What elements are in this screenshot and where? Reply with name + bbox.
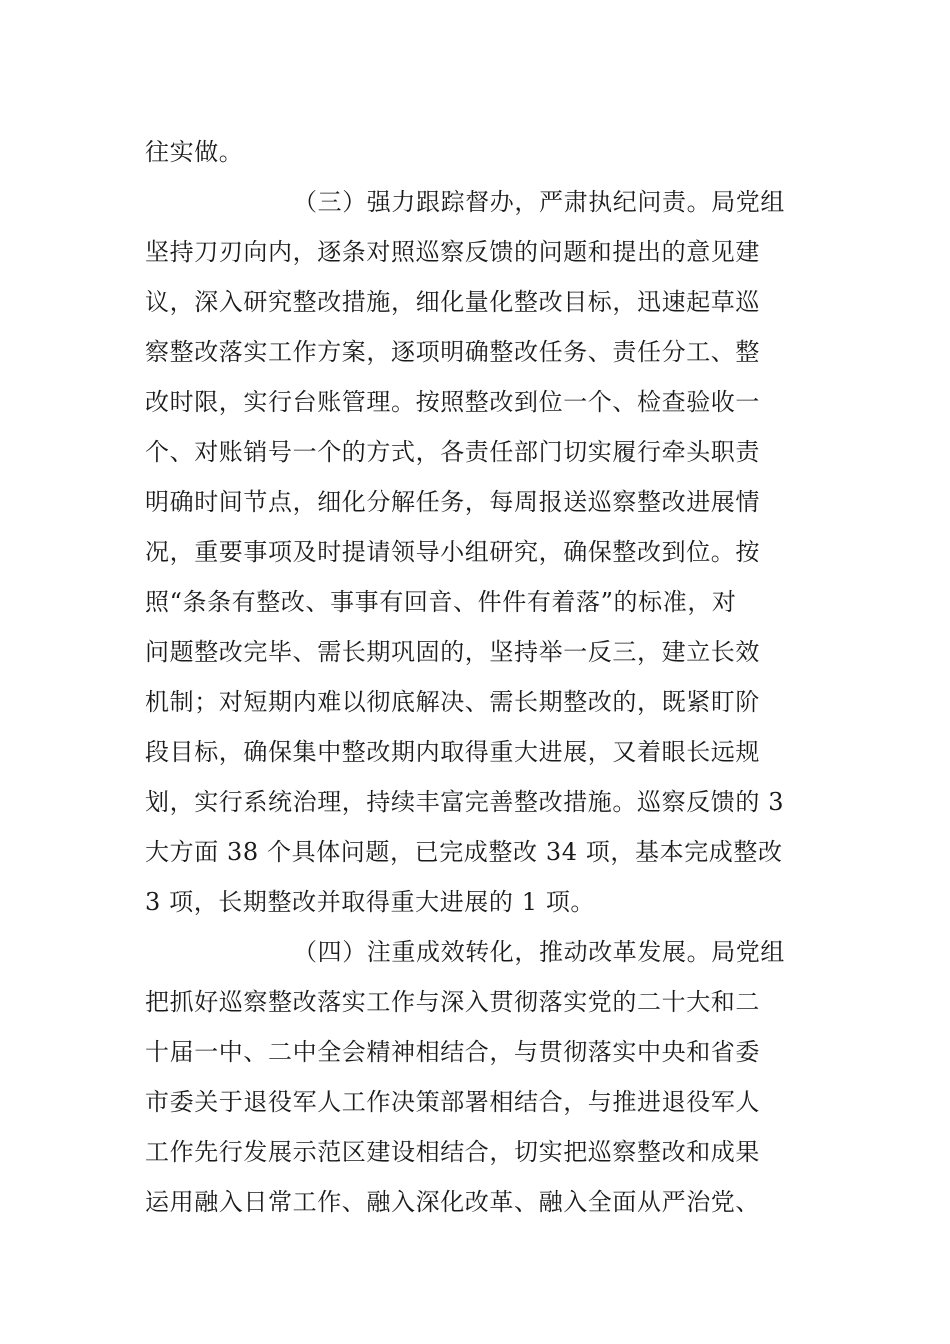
text-line-11: 问题整改完毕、需长期巩固的，坚持举一反三，建立长效	[145, 638, 760, 666]
text-line-5: 察整改落实工作方案，逐项明确整改任务、责任分工、整	[145, 338, 760, 366]
text-line-22: 运用融入日常工作、融入深化改革、融入全面从严治党、	[145, 1188, 760, 1216]
section-three-heading-line: （三）强力跟踪督办，严肃执纪问责。局党组	[293, 188, 785, 216]
text-line-1: 往实做。	[145, 138, 244, 166]
text-line-6: 改时限，实行台账管理。按照整改到位一个、检查验收一	[145, 388, 760, 416]
text-line-9: 况，重要事项及时提请领导小组研究，确保整改到位。按	[145, 538, 760, 566]
text-line-4: 议，深入研究整改措施，细化量化整改目标，迅速起草巡	[145, 288, 760, 316]
text-line-13: 段目标，确保集中整改期内取得重大进展，又着眼长远规	[145, 738, 760, 766]
text-line-19: 十届一中、二中全会精神相结合，与贯彻落实中央和省委	[145, 1038, 760, 1066]
text-line-7: 个、对账销号一个的方式，各责任部门切实履行牵头职责	[145, 438, 760, 466]
text-line-10: 照“条条有整改、事事有回音、件件有着落”的标准，对	[145, 588, 737, 616]
text-line-21: 工作先行发展示范区建设相结合，切实把巡察整改和成果	[145, 1138, 760, 1166]
text-line-16: 3 项，长期整改并取得重大进展的 1 项。	[145, 888, 596, 916]
text-line-3: 坚持刀刃向内，逐条对照巡察反馈的问题和提出的意见建	[145, 238, 760, 266]
text-line-15: 大方面 38 个具体问题，已完成整改 34 项，基本完成整改	[145, 838, 783, 866]
text-line-14: 划，实行系统治理，持续丰富完善整改措施。巡察反馈的 3	[145, 788, 785, 816]
text-line-8: 明确时间节点，细化分解任务，每周报送巡察整改进展情	[145, 488, 760, 516]
text-line-18: 把抓好巡察整改落实工作与深入贯彻落实党的二十大和二	[145, 988, 760, 1016]
text-line-12: 机制；对短期内难以彻底解决、需长期整改的，既紧盯阶	[145, 688, 760, 716]
section-four-heading-line: （四）注重成效转化，推动改革发展。局党组	[293, 938, 785, 966]
text-line-20: 市委关于退役军人工作决策部署相结合，与推进退役军人	[145, 1088, 760, 1116]
